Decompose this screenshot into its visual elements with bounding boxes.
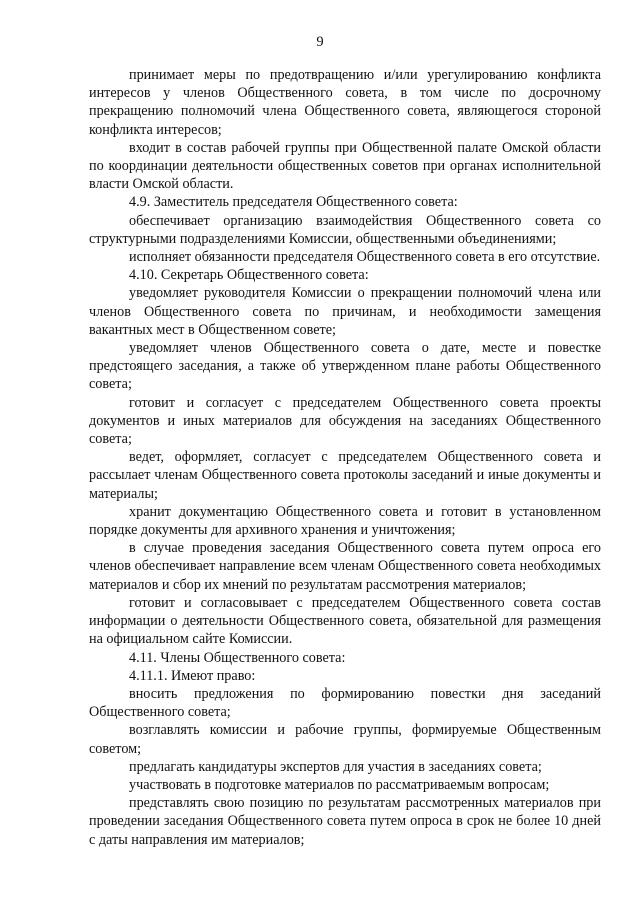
- section-heading: 4.10. Секретарь Общественного совета:: [129, 267, 369, 284]
- subsection-heading: 4.11.1. Имеют право:: [129, 667, 256, 684]
- paragraph: уведомляет руководителя Комиссии о прекращении полномочий члена или членов Общественного совета по причинам, и необходимости замещения вакантных мест в Общественном совете;: [89, 285, 601, 338]
- paragraph: хранит документацию Общественного совета и готовит в установленном порядке документы для архивного хранения и уничтожения;: [89, 503, 601, 539]
- paragraph: исполняет обязанности председателя Общественного совета в его отсутствие.: [129, 249, 601, 266]
- section-heading: 4.11. Члены Общественного совета:: [129, 649, 346, 666]
- paragraph: обеспечивает организацию взаимодействия Общественного совета со структурными подразделениями Комиссии, общественными объединениями;: [89, 212, 601, 247]
- paragraph: входит в состав рабочей группы при Общественной палате Омской области по координации деятельности общественных советов при органах исполнительной власти Омской области.: [89, 139, 601, 193]
- paragraph: ведет, оформляет, согласует с председателем Общественного совета и рассылает членам Общественного совета протоколы заседаний и иные документы и материалы;: [89, 449, 601, 502]
- paragraph: представлять свою позицию по результатам рассмотренных материалов при проведении заседания Общественного совета путем опроса в срок не более 10 дней с даты направления им материалов;: [89, 795, 601, 848]
- page-number: 9: [316, 34, 324, 50]
- document-body: [89, 66, 601, 849]
- paragraph: уведомляет членов Общественного совета о дате, месте и повестке предстоящего заседания, а также об утвержденном плане работы Общественного совета;: [89, 340, 601, 393]
- paragraph: принимает меры по предотвращению и/или урегулированию конфликта интересов у членов Общественного совета, в том числе по досрочному прекращению полномочий члена Общественного совета, являющегося стороной конфликта интересов;: [89, 67, 601, 138]
- paragraph: вносить предложения по формированию повестки дня заседаний Общественного совета;: [89, 685, 601, 721]
- paragraph: готовит и согласовывает с председателем Общественного совета состав информации о деятельности Общественного совета, обязательной для размещения на официальном сайте Комиссии.: [89, 594, 601, 648]
- paragraph: участвовать в подготовке материалов по рассматриваемым вопросам;: [129, 776, 550, 793]
- paragraph: готовит и согласует с председателем Общественного совета проекты документов и иных материалов для обсуждения на заседаниях Общественного совета;: [89, 394, 601, 448]
- section-heading: 4.9. Заместитель председателя Общественного совета:: [129, 194, 458, 211]
- paragraph: в случае проведения заседания Общественного совета путем опроса его членов обеспечивает направление всем членам Общественного совета необходимых материалов и сбор их мнений по результатам рассмотрения материалов;: [89, 540, 601, 593]
- paragraph: возглавлять комиссии и рабочие группы, формируемые Общественным советом;: [89, 722, 601, 757]
- paragraph: предлагать кандидатуры экспертов для участия в заседаниях совета;: [129, 758, 542, 775]
